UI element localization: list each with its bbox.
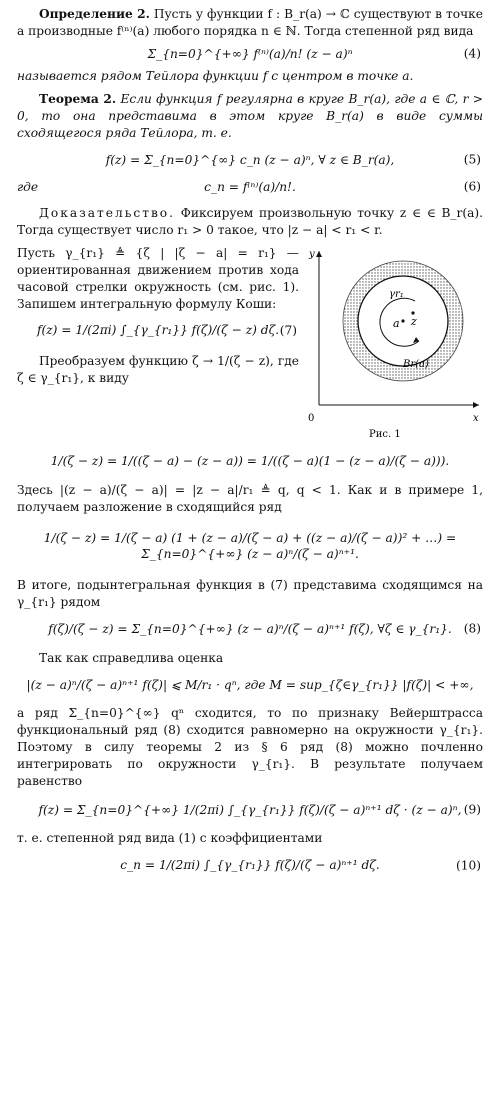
formula-6 [17,179,483,196]
formula-8 [17,621,483,638]
eq-number-10: (10) [455,858,481,873]
proof-label: Доказательство. [39,206,176,221]
left-column [17,245,299,390]
label-x: x [473,413,479,425]
formula-9-body: f(z) = Σ_{n=0}^{+∞} 1/(2πi) ∫_{γ_{r₁}} f(ζ)/(ζ − a)ⁿ⁺¹ dζ · (z − a)ⁿ, [38,802,462,817]
eq-number-5: (5) [463,152,481,167]
proof-p3: Преобразуем функцию ζ → 1/(ζ − z), где ζ ∈ γ_{r₁}, к виду [17,354,299,386]
eq-number-9: (9) [463,802,481,817]
proof-p4: Здесь |(z − a)/(ζ − a)| = |z − a|/r₁ ≜ q, q < 1. Как и в примере 1, получаем разложение в сходящийся ряд [17,482,483,514]
formula-5 [17,152,483,169]
proof-paragraph [17,205,483,239]
label-z: z [411,315,417,329]
eq-number-4: (4) [463,46,481,61]
formula-4 [17,46,483,63]
formula-9 [17,802,483,819]
proof-p2: Пусть γ_{r₁} ≜ {ζ | |ζ − a| = r₁} — ориентированная движением против хода часовой стрелки окружность (см. рис. 1). Запишем интегральную формулу Коши: [17,246,299,311]
formula-8-body: f(ζ)/(ζ − z) = Σ_{n=0}^{+∞} (z − a)ⁿ/(ζ − a)ⁿ⁺¹ f(ζ), ∀ζ ∈ γ_{r₁}. [48,621,452,636]
eq-number-7: (7) [279,323,297,338]
label-origin: 0 [308,413,315,425]
eq-number-6: (6) [463,179,481,194]
theorem-label: Теорема 2. [39,92,117,107]
formula-c [17,677,483,694]
figure-row [17,245,483,441]
label-disk: Br(a) [403,359,429,371]
formula-a [17,453,483,470]
label-gamma: γr₁ [389,289,404,301]
proof-p6: Так как справедлива оценка [39,650,224,665]
page [17,6,483,880]
proof-p8: т. е. степенной ряд вида (1) с коэффициентами [17,831,323,846]
theorem-text: Если функция f регулярна в круге B_r(a), где a ∈ ℂ, r > 0, то она представима в этом круге B_r(a) в виде суммы сходящегося ряда Тейлора, т. е. [17,92,483,140]
formula-7-body: f(z) = 1/(2πi) ∫_{γ_{r₁}} f(ζ)/(ζ − z) dζ. [36,323,280,338]
figure-caption: Рис. 1 [369,429,401,441]
formula-a-body: 1/(ζ − z) = 1/((ζ − a) − (z − a)) = 1/((ζ − a)(1 − (z − a)/(ζ − a))). [50,454,450,469]
label-y: y [309,249,315,261]
definition-paragraph [17,6,483,40]
eq-number-8: (8) [463,621,481,636]
label-a: a [393,317,400,331]
where-word: где [17,179,39,194]
proof-text: Фиксируем произвольную точку z ∈ ∈ B_r(a). Тогда существует число r₁ > 0 такое, что |z − a| < r₁ < r. [17,206,483,238]
definition-label: Определение 2. [39,7,150,21]
theorem-paragraph [17,91,483,141]
formula-c-body: |(z − a)ⁿ/(ζ − a)ⁿ⁺¹ f(ζ)| ⩽ M/r₁ · qⁿ, где M = sup_{ζ∈γ_{r₁}} |f(ζ)| < +∞, [26,677,474,692]
formula-7 [17,322,299,339]
formula-5-body: f(z) = Σ_{n=0}^{∞} c_n (z − a)ⁿ, ∀ z ∈ B_r(a), [105,152,395,167]
formula-4-body: Σ_{n=0}^{+∞} f⁽ⁿ⁾(a)/n! (z − a)ⁿ [147,46,353,61]
formula-10 [17,857,483,874]
point-a [401,320,404,323]
definition-after: называется рядом Тейлора функции f с центром в точке a. [17,69,414,84]
formula-b-body: 1/(ζ − z) = 1/(ζ − a) (1 + (z − a)/(ζ − a) + ((z − a)/(ζ − a))² + …) = Σ_{n=0}^{+∞} (z − a)ⁿ/(ζ − a)ⁿ⁺¹. [43,530,457,562]
figure-1 [299,245,483,441]
definition-text: Пусть у функции f : B_r(a) → ℂ существуют в точке a производные f⁽ⁿ⁾(a) любого порядка n ∈ ℕ. Тогда степенной ряд вида [17,7,484,38]
formula-b [17,530,483,564]
proof-p7: а ряд Σ_{n=0}^{∞} qⁿ сходится, то по признаку Вейерштрасса функциональный ряд (8) сходится равномерно на окружности γ_{r₁}. Поэтому в силу теоремы 2 из § 6 ряд (8) можно почленно интегрировать по окружности γ_{r₁}. В результате получаем равенство [17,706,483,788]
figure-diagram [299,245,483,441]
proof-p5: В итоге, подынтегральная функция в (7) представима сходящимся на γ_{r₁} рядом [17,578,483,610]
formula-10-body: c_n = 1/(2πi) ∫_{γ_{r₁}} f(ζ)/(ζ − a)ⁿ⁺¹ dζ. [120,858,380,873]
formula-6-body: c_n = f⁽ⁿ⁾(a)/n!. [204,179,296,194]
